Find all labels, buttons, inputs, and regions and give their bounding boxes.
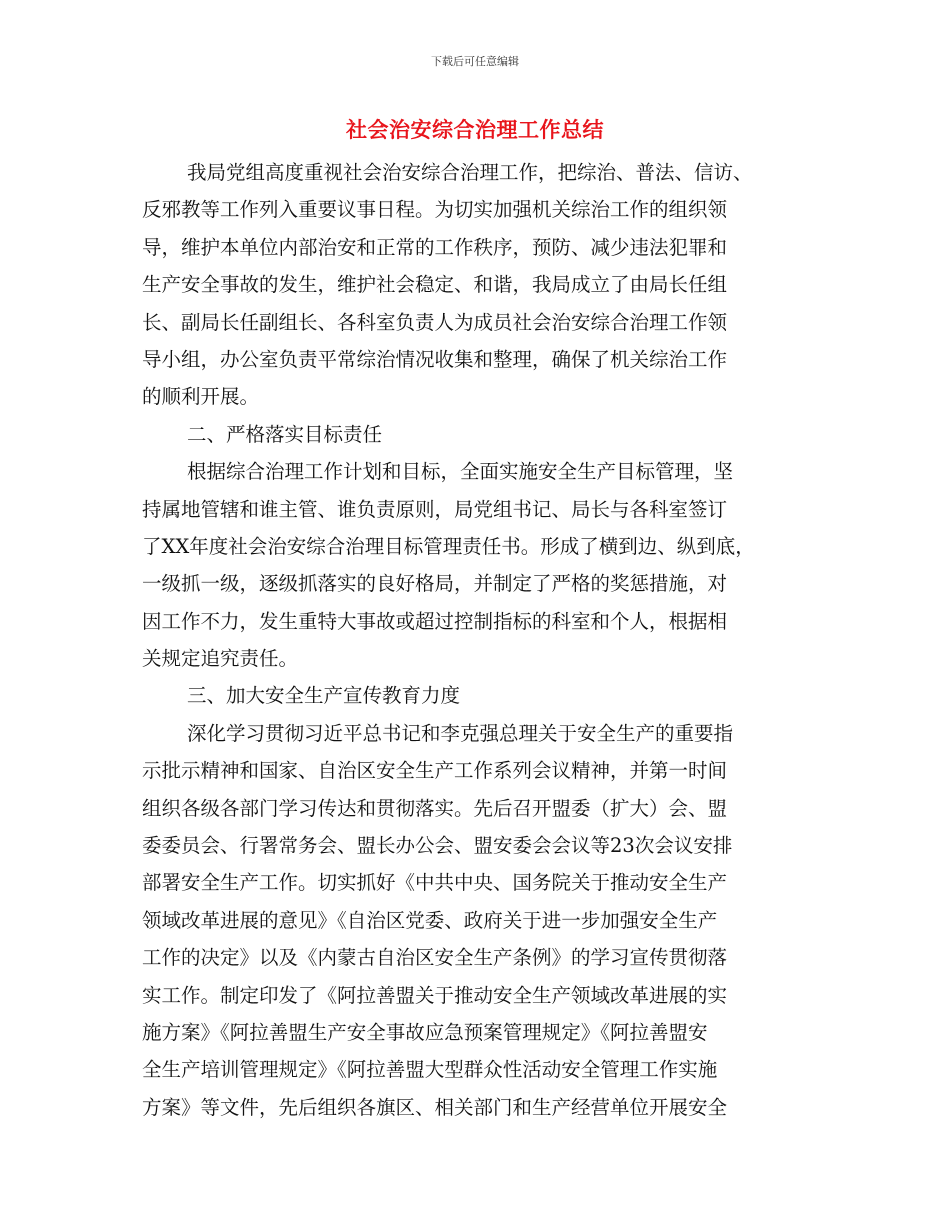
body-line: 工作的决定》以及《内蒙古自治区安全生产条例》的学习宣传贯彻落 [142,946,728,970]
body-line: 委委员会、行署常务会、盟长办公会、盟安委会会议等23次会议安排 [142,834,733,858]
body-line: 关规定追究责任。 [142,647,299,671]
body-line: 示批示精神和国家、自治区安全生产工作系列会议精神，并第一时间 [142,759,728,783]
body-line: 我局党组高度重视社会治安综合治理工作，把综治、普法、信访、 [187,161,753,184]
header-note: 下载后可任意编辑 [431,55,519,68]
body-line: 了XX年度社会治安综合治理目标管理责任书。形成了横到边、纵到底， [142,534,755,558]
body-line: 实工作。制定印发了《阿拉善盟关于推动安全生产领域改革进展的实 [142,983,728,1007]
document-body [142,154,812,1126]
section-heading: 三、加大安全生产宣传教育力度 [187,684,461,708]
body-line: 领域改革进展的意见》《自治区党委、政府关于进一步加强安全生产 [142,908,718,932]
body-line: 全生产培训管理规定》《阿拉善盟大型群众性活动安全管理工作实施 [142,1058,718,1082]
body-line: 深化学习贯彻习近平总书记和李克强总理关于安全生产的重要指 [187,721,734,745]
section-heading: 二、严格落实目标责任 [187,422,383,446]
body-line: 方案》等文件，先后组织各旗区、相关部门和生产经营单位开展安全 [142,1095,728,1119]
body-line: 反邪教等工作列入重要议事日程。为切实加强机关综治工作的组织领 [142,198,728,222]
document-title: 社会治安综合治理工作总结 [346,118,604,142]
body-line: 的顺利开展。 [142,385,260,409]
body-line: 长、副局长任副组长、各科室负责人为成员社会治安综合治理工作领 [142,310,728,334]
body-line: 导，维护本单位内部治安和正常的工作秩序，预防、减少违法犯罪和 [142,235,728,259]
body-line: 持属地管辖和谁主管、谁负责原则，局党组书记、局长与各科室签订 [142,497,728,521]
body-line: 生产安全事故的发生，维护社会稳定、和谐，我局成立了由局长任组 [142,273,728,297]
body-line: 导小组，办公室负责平常综治情况收集和整理，确保了机关综治工作 [142,347,728,371]
body-line: 部署安全生产工作。切实抓好《中共中央、国务院关于推动安全生产 [142,871,728,895]
body-line: 一级抓一级，逐级抓落实的良好格局，并制定了严格的奖惩措施，对 [142,572,728,596]
body-line: 施方案》《阿拉善盟生产安全事故应急预案管理规定》《阿拉善盟安 [142,1020,708,1044]
body-line: 因工作不力，发生重特大事故或超过控制指标的科室和个人，根据相 [142,609,728,633]
body-line: 组织各级各部门学习传达和贯彻落实。先后召开盟委（扩大）会、盟 [142,796,728,820]
body-line: 根据综合治理工作计划和目标，全面实施安全生产目标管理，坚 [187,460,734,484]
